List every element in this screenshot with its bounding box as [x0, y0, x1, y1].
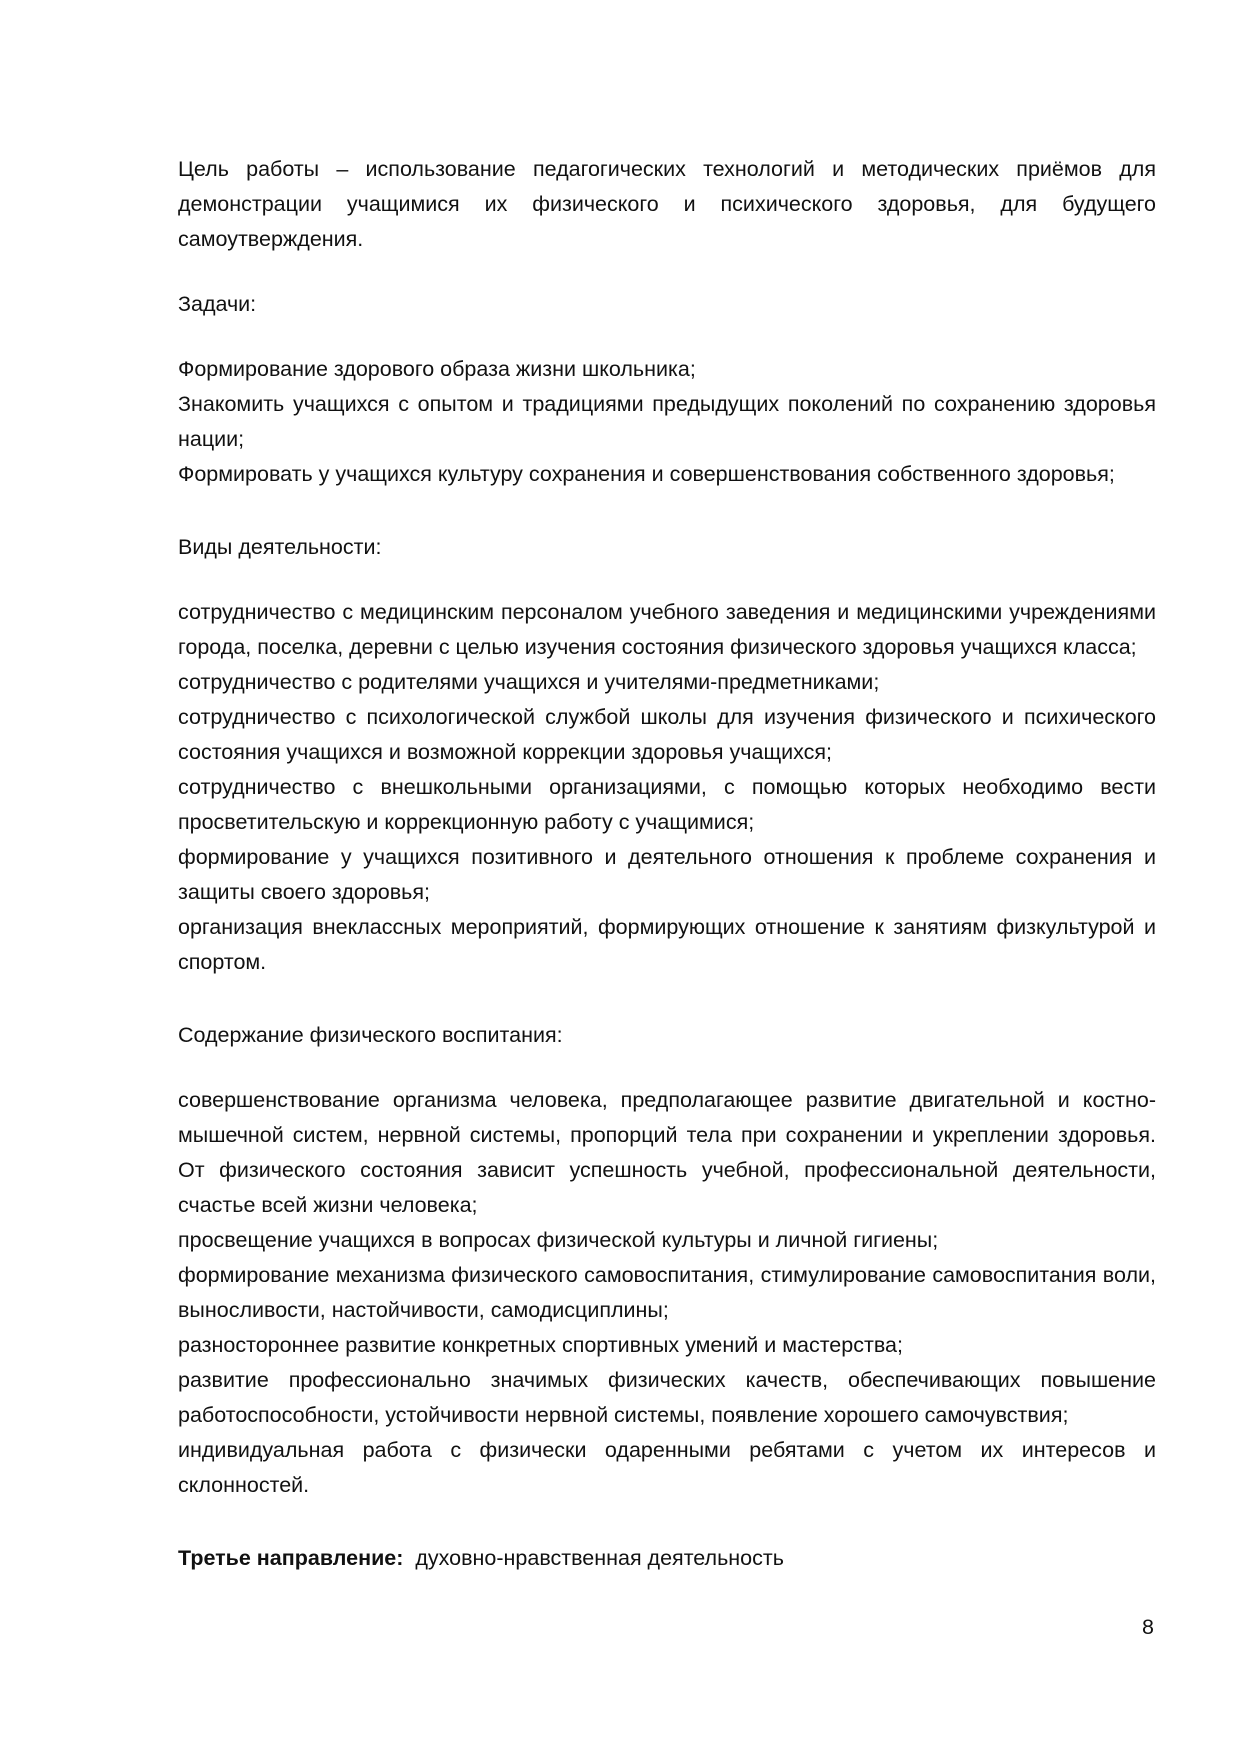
- activity-item: сотрудничество с внешкольными организациями, с помощью которых необходимо вести просветительскую и коррекционную работу с учащимися;: [178, 775, 1156, 834]
- activity-item: сотрудничество с родителями учащихся и учителями-предметниками;: [178, 670, 880, 694]
- activity-item: сотрудничество с психологической службой школы для изучения физического и психического состояния учащихся и возможной коррекции здоровья учащихся;: [178, 705, 1156, 764]
- page-content: [178, 152, 1156, 1576]
- third-direction-line: [178, 1541, 1156, 1576]
- goal-paragraph: Цель работы – использование педагогических технологий и методических приёмов для демонстрации учащимися их физического и психического здоровья, для будущего самоутверждения.: [178, 157, 1156, 251]
- activity-item: формирование у учащихся позитивного и деятельного отношения к проблеме сохранения и защиты своего здоровья;: [178, 845, 1156, 904]
- content-item: индивидуальная работа с физически одаренными ребятами с учетом их интересов и склонностей.: [178, 1438, 1156, 1497]
- task-item: Знакомить учащихся с опытом и традициями предыдущих поколений по сохранению здоровья нации;: [178, 392, 1156, 451]
- content-item: просвещение учащихся в вопросах физической культуры и личной гигиены;: [178, 1228, 939, 1252]
- task-item: Формировать у учащихся культуру сохранения и совершенствования собственного здоровья;: [178, 462, 1115, 486]
- content-item: совершенствование организма человека, предполагающее развитие двигательной и костно-мышечной систем, нервной системы, пропорций тела при сохранении и укреплении здоровья. От физического состояния зависит успешность учебной, профессиональной деятельности, счастье всей жизни человека;: [178, 1088, 1156, 1217]
- activity-item: организация внеклассных мероприятий, формирующих отношение к занятиям физкультурой и спортом.: [178, 915, 1156, 974]
- activities-heading: Виды деятельности:: [178, 535, 382, 559]
- content-item: развитие профессионально значимых физических качеств, обеспечивающих повышение работоспособности, устойчивости нервной системы, появление хорошего самочувствия;: [178, 1368, 1156, 1427]
- content-item: разностороннее развитие конкретных спортивных умений и мастерства;: [178, 1333, 903, 1357]
- activity-item: сотрудничество с медицинским персоналом учебного заведения и медицинскими учреждениями города, поселка, деревни с целью изучения состояния физического здоровья учащихся класса;: [178, 600, 1156, 659]
- tasks-heading: Задачи:: [178, 292, 257, 316]
- third-direction-text: духовно-нравственная деятельность: [415, 1546, 784, 1570]
- content-heading: Содержание физического воспитания:: [178, 1023, 563, 1047]
- content-item: формирование механизма физического самовоспитания, стимулирование самовоспитания воли, выносливости, настойчивости, самодисциплины;: [178, 1263, 1156, 1322]
- task-item: Формирование здорового образа жизни школьника;: [178, 357, 696, 381]
- page-number: 8: [1142, 1615, 1154, 1639]
- third-direction-label: Третье направление:: [178, 1546, 404, 1570]
